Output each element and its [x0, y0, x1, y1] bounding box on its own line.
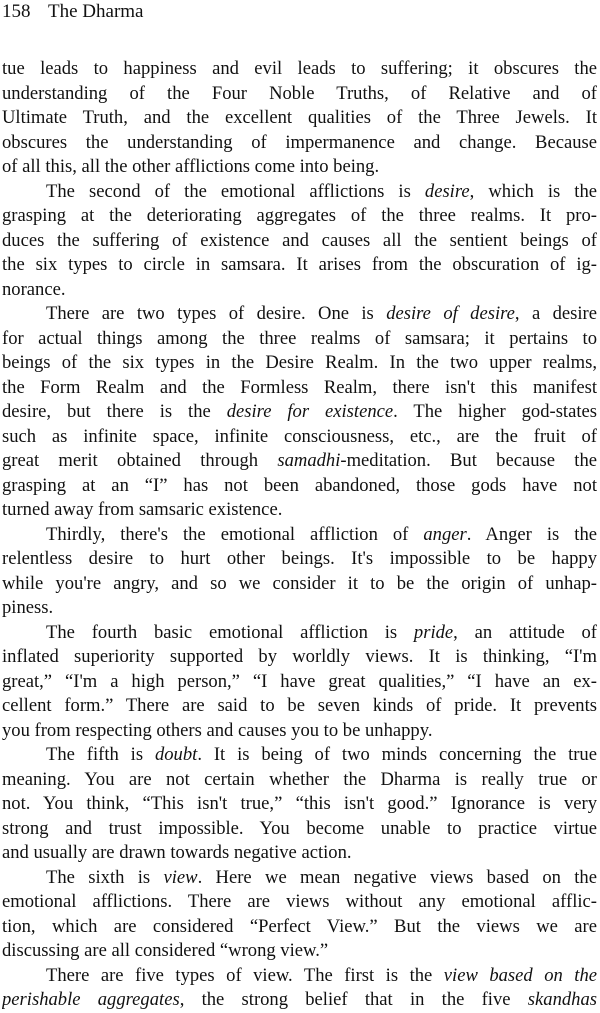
- text-line: [2, 817, 597, 842]
- text-line: [2, 866, 597, 891]
- text-line: [2, 106, 597, 131]
- text-line: [2, 547, 597, 572]
- text-run: great,” “I'm a high person,” “I have great qualities,” “I have an ex-: [2, 670, 597, 692]
- text-run: of all this, all the other afflictions come into being.: [2, 156, 380, 177]
- italic-term: view based on the: [443, 964, 597, 986]
- text-run: , a desire: [514, 303, 597, 324]
- text-line: [2, 743, 597, 768]
- text-line: [2, 523, 597, 548]
- italic-term: pride: [413, 621, 454, 643]
- text-run: The fourth basic emotional affliction is: [46, 621, 414, 643]
- text-line: [2, 498, 597, 523]
- text-line: [2, 768, 597, 793]
- text-line: [2, 400, 597, 425]
- text-run: beings of the six types in the Desire Realm. In the two upper realms,: [2, 352, 597, 373]
- text-run: The second of the emotional afflictions is: [46, 180, 425, 202]
- text-run: piness.: [2, 597, 54, 618]
- text-run: relentless desire to hurt other beings. It's impossible to be happy: [2, 548, 597, 569]
- text-run: cellent form.” There are said to be seven kinds of pride. It prevents: [2, 695, 597, 716]
- text-run: such as infinite space, infinite consciousness, etc., are the fruit of: [2, 425, 597, 447]
- text-line: [2, 229, 597, 254]
- text-run: Ultimate Truth, and the excellent qualities of the Three Jewels. It: [2, 107, 597, 128]
- text-run: while you're angry, and so we consider it to be the origin of unhap-: [2, 572, 597, 594]
- text-run: the six types to circle in samsara. It arises from the obscuration of ig-: [2, 254, 597, 275]
- text-line: [2, 572, 597, 597]
- text-run: tion, which are considered “Perfect View.” But the views we are: [2, 915, 597, 937]
- text-line: [2, 180, 597, 205]
- text-run: norance.: [2, 278, 66, 300]
- text-line: [2, 915, 597, 940]
- text-run: grasping at the deteriorating aggregates of the three realms. It pro-: [2, 205, 597, 226]
- text-line: [2, 939, 597, 964]
- text-line: [2, 376, 597, 401]
- text-line: [2, 596, 597, 621]
- text-line: [2, 57, 597, 82]
- text-run: , the strong belief that in the five: [179, 989, 528, 1010]
- text-run: There are five types of view. The first is the: [46, 964, 444, 986]
- text-run: tue leads to happiness and evil leads to suffering; it obscures the: [2, 58, 597, 79]
- text-run: great merit obtained through: [2, 450, 278, 471]
- running-header: [2, 0, 143, 24]
- text-line: [2, 474, 597, 499]
- text-run: desire, but there is the: [2, 401, 227, 422]
- running-title: The Dharma: [48, 1, 144, 22]
- text-run: grasping at an “I” has not been abandoned, those gods have not: [2, 474, 597, 496]
- page-number: 158: [2, 1, 31, 22]
- text-run: , an attitude of: [453, 621, 597, 643]
- text-run: inflated superiority supported by worldly views. It is thinking, “I'm: [2, 646, 597, 667]
- text-line: [2, 351, 597, 376]
- text-run: for actual things among the three realms of samsara; it pertains to: [2, 327, 597, 349]
- text-line: [2, 988, 597, 1013]
- text-run: , which is the: [469, 180, 597, 202]
- italic-term: desire of desire: [386, 303, 515, 324]
- text-line: [2, 841, 597, 866]
- text-run: not. You think, “This isn't true,” “this isn't good.” Ignorance is very: [2, 793, 597, 814]
- italic-term: anger: [423, 523, 467, 545]
- text-line: [2, 278, 597, 303]
- text-line: [2, 621, 597, 646]
- italic-term: perishable aggregates: [2, 989, 180, 1010]
- text-run: emotional afflictions. There are views without any emotional afflic-: [2, 891, 597, 912]
- page-body-text: [2, 57, 597, 1013]
- italic-term: samadhi: [277, 450, 341, 471]
- text-line: [2, 670, 597, 695]
- text-run: . It is being of two minds concerning the true: [197, 744, 597, 765]
- text-line: [2, 964, 597, 989]
- text-run: the Form Realm and the Formless Realm, there isn't this manifest: [2, 376, 597, 398]
- text-line: [2, 645, 597, 670]
- italic-term: skandhas: [527, 989, 597, 1010]
- italic-term: desire for existence: [226, 401, 394, 422]
- text-line: [2, 425, 597, 450]
- text-line: [2, 204, 597, 229]
- text-run: . The higher god-states: [393, 401, 597, 422]
- text-line: [2, 792, 597, 817]
- text-line: [2, 694, 597, 719]
- text-run: turned away from samsaric existence.: [2, 499, 283, 520]
- text-line: [2, 890, 597, 915]
- text-run: and usually are drawn towards negative action.: [2, 842, 352, 863]
- italic-term: desire: [424, 180, 470, 202]
- text-run: obscures the understanding of impermanence and change. Because: [2, 131, 597, 153]
- text-run: . Anger is the: [466, 523, 597, 545]
- text-line: [2, 302, 597, 327]
- text-line: [2, 253, 597, 278]
- text-line: [2, 155, 597, 180]
- text-run: . Here we mean negative views based on the: [197, 866, 597, 888]
- text-line: [2, 82, 597, 107]
- text-run: discussing are all considered “wrong view.”: [2, 940, 329, 961]
- text-line: [2, 719, 597, 744]
- text-run: duces the suffering of existence and causes all the sentient beings of: [2, 229, 597, 251]
- text-run: The fifth is: [46, 744, 155, 765]
- text-run: -meditation. But because the: [340, 450, 597, 471]
- text-run: There are two types of desire. One is: [46, 303, 387, 324]
- text-run: you from respecting others and causes you to be unhappy.: [2, 719, 433, 741]
- text-run: meaning. You are not certain whether the Dharma is really true or: [2, 768, 597, 790]
- text-run: strong and trust impossible. You become unable to practice virtue: [2, 817, 597, 839]
- text-line: [2, 449, 597, 474]
- text-run: The sixth is: [46, 866, 164, 888]
- text-line: [2, 327, 597, 352]
- text-line: [2, 131, 597, 156]
- italic-term: view: [163, 866, 198, 888]
- text-run: Thirdly, there's the emotional affliction of: [46, 523, 424, 545]
- italic-term: doubt: [154, 744, 198, 765]
- text-run: understanding of the Four Noble Truths, of Relative and of: [2, 82, 597, 104]
